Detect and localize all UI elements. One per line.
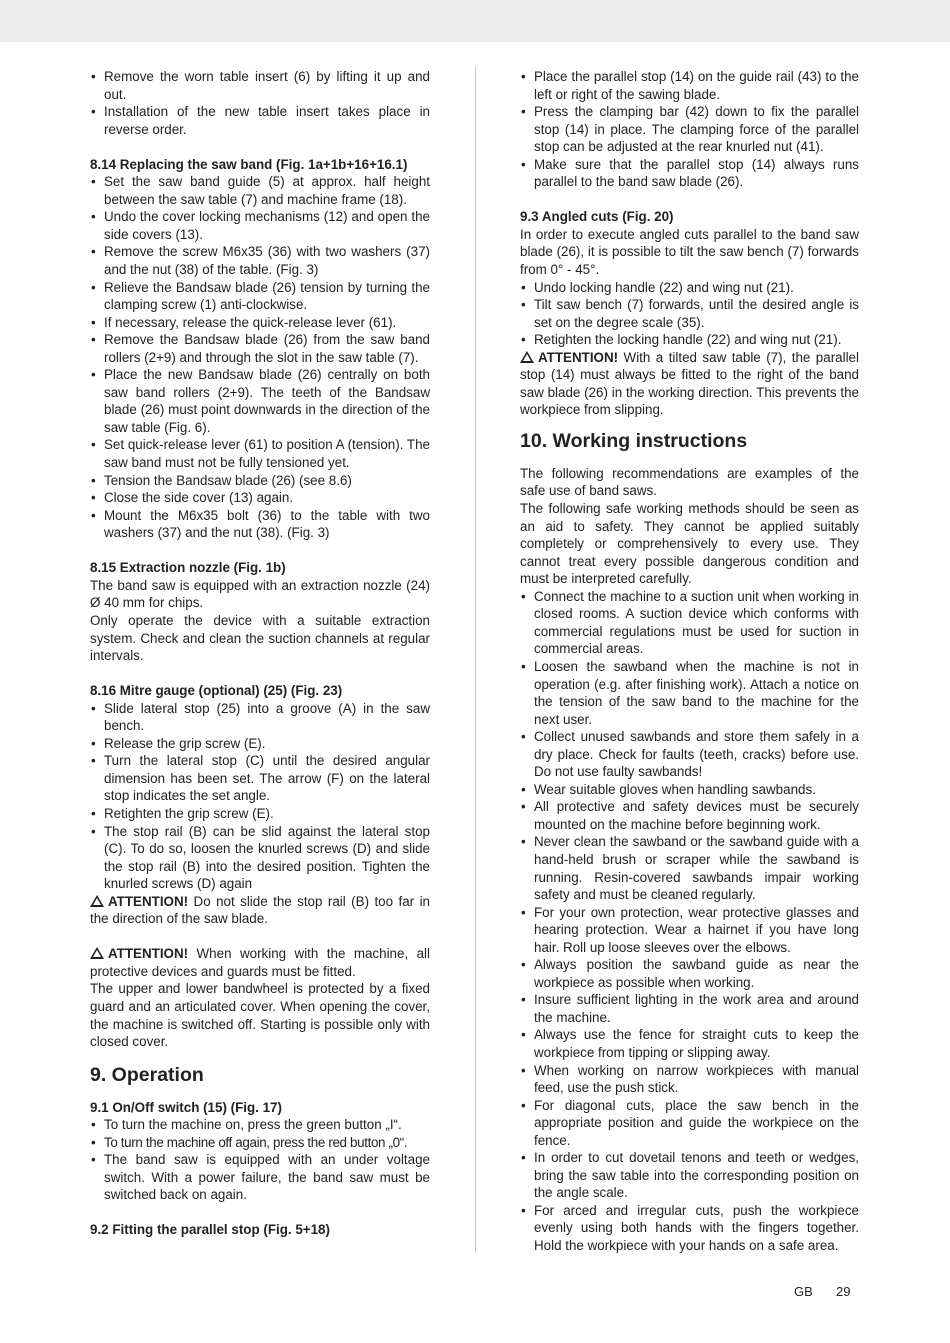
list-item: • To turn the machine on, press the green button „I“. xyxy=(90,1116,430,1134)
list-item: • In order to cut dovetail tenons and teeth or wedges, bring the saw table into the corresponding position on the angle scale. xyxy=(520,1149,859,1202)
list-item: • Remove the worn table insert (6) by lifting it up and out. xyxy=(90,68,430,103)
left-column xyxy=(90,68,430,1239)
section-8-14-heading: 8.14 Replacing the saw band (Fig. 1a+1b+16+16.1) xyxy=(90,156,408,172)
list-item: • If necessary, release the quick-release lever (61). xyxy=(90,314,430,332)
list-item: • Place the parallel stop (14) on the guide rail (43) to the left or right of the sawing blade. xyxy=(520,68,859,103)
attention-label: ATTENTION! xyxy=(108,946,189,962)
table-insert-list xyxy=(90,68,430,138)
list-item: • Wear suitable gloves when handling sawbands. xyxy=(520,781,859,799)
attention-label: ATTENTION! xyxy=(538,349,619,365)
list-item: • Retighten the locking handle (22) and wing nut (21). xyxy=(520,331,859,349)
list-item: • Retighten the grip screw (E). xyxy=(90,805,430,823)
attention-note xyxy=(520,349,859,419)
list-item: • Relieve the Bandsaw blade (26) tension by turning the clamping screw (1) anti-clockwise. xyxy=(90,279,430,314)
section-9-3-list xyxy=(520,279,859,349)
paragraph: In order to execute angled cuts parallel to the band saw blade (26), it is possible to tilt the saw bench (7) forwards from 0° - 45°. xyxy=(520,226,859,278)
list-item: • Insure sufficient lighting in the work area and around the machine. xyxy=(520,991,859,1026)
list-item: • Never clean the sawband or the sawband guide with a hand-held brush or scraper while the sawband is running. Resin-covered sawbands impair working safety and must be cleaned regularly. xyxy=(520,833,859,903)
list-item: • When working on narrow workpieces with manual feed, use the push stick. xyxy=(520,1062,859,1097)
attention-note xyxy=(90,945,430,980)
list-item: • Connect the machine to a suction unit when working in closed rooms. A suction device which conforms with commercial regulations must be used for suction in commercial areas. xyxy=(520,588,859,658)
section-8-15-heading: 8.15 Extraction nozzle (Fig. 1b) xyxy=(90,560,286,576)
section-9-3-heading: 9.3 Angled cuts (Fig. 20) xyxy=(520,209,674,225)
section-8-16-list xyxy=(90,700,430,893)
section-9-heading: 9. Operation xyxy=(90,1063,204,1086)
list-item: • Installation of the new table insert takes place in reverse order. xyxy=(90,103,430,138)
attention-note xyxy=(90,893,430,928)
page-header-band xyxy=(0,0,950,42)
list-item: • For diagonal cuts, place the saw bench in the appropriate position and guide the workpiece on the fence. xyxy=(520,1097,859,1150)
attention-text: When working with the machine, all protective devices and guards must be fitted. xyxy=(90,946,430,979)
list-item: • Undo locking handle (22) and wing nut (21). xyxy=(520,279,859,297)
paragraph: The following recommendations are examples of the safe use of band saws. xyxy=(520,465,859,499)
warning-triangle-icon xyxy=(90,895,104,907)
list-item: • Slide lateral stop (25) into a groove (A) in the saw bench. xyxy=(90,700,430,735)
list-item: • Place the new Bandsaw blade (26) centrally on both saw band rollers (2+9). The teeth of the Bandsaw blade (26) must point downwards in the direction of the saw table (Fig. 6). xyxy=(90,366,430,436)
list-item: • Remove the Bandsaw blade (26) from the saw band rollers (2+9) and through the slot in the saw table (7). xyxy=(90,331,430,366)
right-column xyxy=(520,68,859,1255)
list-item: • The band saw is equipped with an under voltage switch. With a power failure, the band saw must be switched back on again. xyxy=(90,1151,430,1204)
attention-text: With a tilted saw table (7), the parallel stop (14) must always be fitted to the right of the band saw blade (26) in the working direction. This prevents the workpiece from slipping. xyxy=(520,349,859,418)
attention-label: ATTENTION! xyxy=(108,893,189,909)
list-item: • Mount the M6x35 bolt (36) to the table with two washers (37) and the nut (38). (Fig. 3) xyxy=(90,507,430,542)
list-item: • Release the grip screw (E). xyxy=(90,735,430,753)
section-8-14-list xyxy=(90,173,430,541)
list-item: • Collect unused sawbands and store them safely in a dry place. Check for faults (teeth, cracks) before use. Do not use faulty sawbands! xyxy=(520,728,859,781)
list-item: • Set the saw band guide (5) at approx. half height between the saw table (7) and machine frame (18). xyxy=(90,173,430,208)
column-divider xyxy=(475,66,476,1253)
list-item: • Set quick-release lever (61) to position A (tension). The saw band must not be fully tensioned yet. xyxy=(90,436,430,471)
list-item: • For your own protection, wear protective glasses and hearing protection. Wear a hairnet if you have long hair. Roll up loose sleeves over the elbows. xyxy=(520,904,859,957)
section-9-1-heading: 9.1 On/Off switch (15) (Fig. 17) xyxy=(90,1099,282,1115)
paragraph: The following safe working methods should be seen as an aid to safety. They cannot be applied suitably completely or comprehensively to every use. They cannot treat every possible dangerous condition and must be interpreted carefully. xyxy=(520,501,859,587)
list-item: • Press the clamping bar (42) down to fix the parallel stop (14) in place. The clamping force of the parallel stop can be adjusted at the rear knurled nut (41). xyxy=(520,103,859,156)
section-10-heading: 10. Working instructions xyxy=(520,429,748,452)
paragraph: The band saw is equipped with an extraction nozzle (24) Ø 40 mm for chips. xyxy=(90,577,430,611)
section-10-list xyxy=(520,588,859,1255)
section-9-2-heading: 9.2 Fitting the parallel stop (Fig. 5+18) xyxy=(90,1222,330,1238)
list-item: • Remove the screw M6x35 (36) with two washers (37) and the nut (38) of the table. (Fig. 3) xyxy=(90,243,430,278)
section-9-2-list xyxy=(520,68,859,191)
list-item: • The stop rail (B) can be slid against the lateral stop (C). To do so, loosen the knurled screws (D) and slide the stop rail (B) into the desired position. Tighten the knurled screws (D) again xyxy=(90,823,430,893)
list-item: • Loosen the sawband when the machine is not in operation (e.g. after finishing work). Attach a notice on the tension of the saw band to the machine for the next user. xyxy=(520,658,859,728)
attention-text: Do not slide the stop rail (B) too far in the direction of the saw blade. xyxy=(90,893,430,927)
list-item: • Make sure that the parallel stop (14) always runs parallel to the band saw blade (26). xyxy=(520,156,859,191)
footer-language-code: GB xyxy=(794,1284,813,1299)
section-8-16-heading: 8.16 Mitre gauge (optional) (25) (Fig. 23) xyxy=(90,683,343,699)
list-item: • Tension the Bandsaw blade (26) (see 8.6) xyxy=(90,472,430,490)
paragraph: The upper and lower bandwheel is protected by a fixed guard and an articulated cover. When opening the cover, the machine is switched off. Starting is possible only with closed cover. xyxy=(90,981,430,1050)
list-item: • Undo the cover locking mechanisms (12) and open the side covers (13). xyxy=(90,208,430,243)
list-item: • Turn the lateral stop (C) until the desired angular dimension has been set. The arrow (F) on the lateral stop indicates the set angle. xyxy=(90,752,430,805)
warning-triangle-icon xyxy=(90,947,104,959)
list-item: • Tilt saw bench (7) forwards, until the desired angle is set on the degree scale (35). xyxy=(520,296,859,331)
list-item: • All protective and safety devices must be securely mounted on the machine before beginning work. xyxy=(520,798,859,833)
section-9-1-list xyxy=(90,1116,430,1204)
list-item: • Always position the sawband guide as near the workpiece as possible when working. xyxy=(520,956,859,991)
list-item: • For arced and irregular cuts, push the workpiece evenly using both hands with the fingers together. Hold the workpiece with your hands on a safe area. xyxy=(520,1202,859,1255)
list-item: • Close the side cover (13) again. xyxy=(90,489,430,507)
list-item: • Always use the fence for straight cuts to keep the workpiece from tipping or slipping away. xyxy=(520,1026,859,1061)
footer-page-number: 29 xyxy=(836,1284,851,1299)
list-item: • To turn the machine off again, press the red button „0“. xyxy=(90,1134,430,1152)
warning-triangle-icon xyxy=(520,351,534,363)
paragraph: Only operate the device with a suitable extraction system. Check and clean the suction channels at regular intervals. xyxy=(90,612,430,664)
